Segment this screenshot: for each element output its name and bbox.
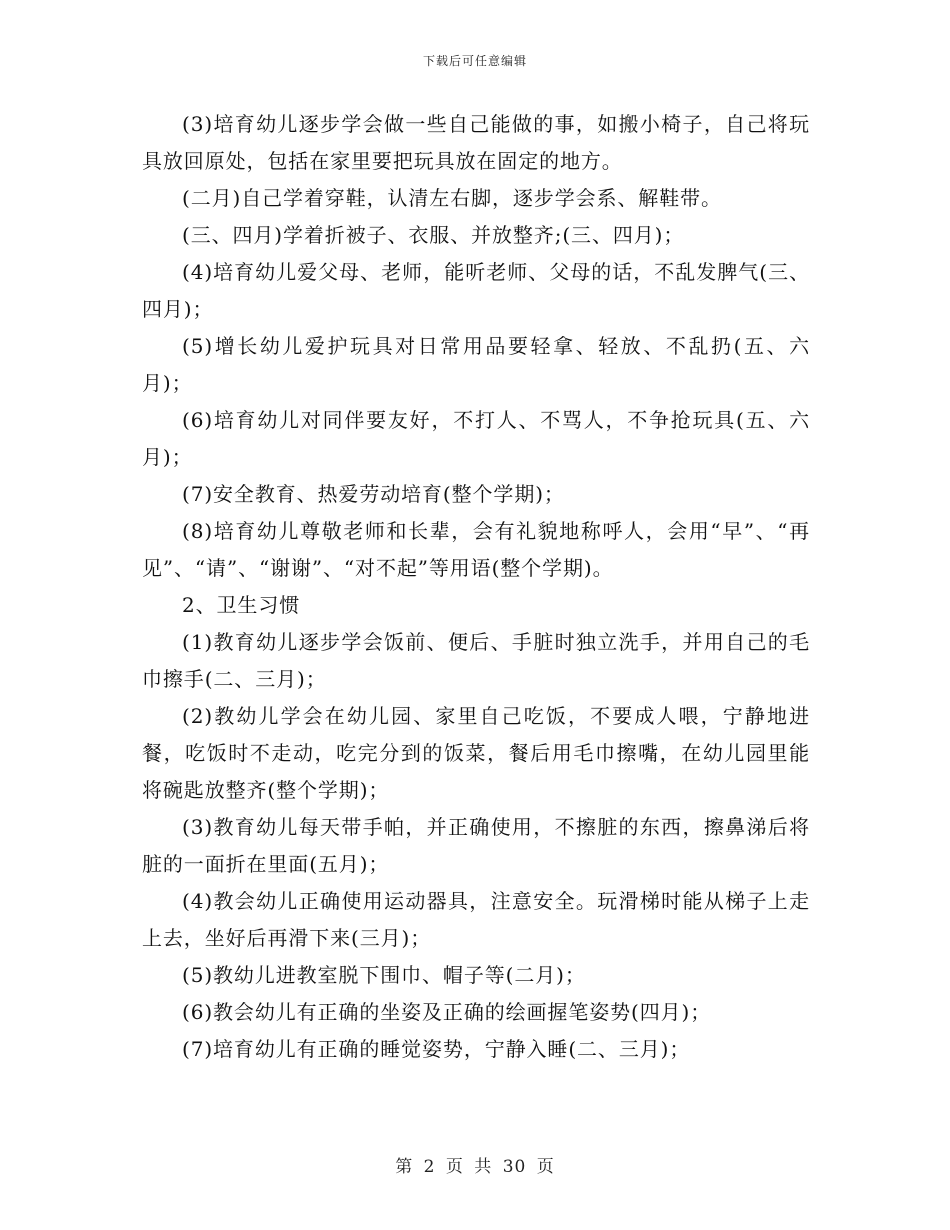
paragraph: (8)培育幼儿尊敬老师和长辈，会有礼貌地称呼人，会用“早”、“再见”、“请”、“谢谢”、“对不起”等用语(整个学期)。 (142, 519, 810, 580)
paragraph: (4)培育幼儿爱父母、老师，能听老师、父母的话，不乱发脾气(三、四月)； (142, 260, 810, 321)
paragraph: (6)培育幼儿对同伴要友好，不打人、不骂人，不争抢玩具(五、六月)； (142, 408, 810, 469)
paragraph: (7)培育幼儿有正确的睡觉姿势，宁静入睡(二、三月)； (182, 1037, 691, 1061)
page-header: 下载后可任意编辑 (422, 54, 527, 68)
section-heading: 2、卫生习惯 (182, 593, 301, 617)
paragraph: (5)教幼儿进教室脱下围巾、帽子等(二月)； (182, 963, 586, 987)
paragraph: (3)培育幼儿逐步学会做一些自己能做的事，如搬小椅子，自己将玩具放回原处，包括在家里要把玩具放在固定的地方。 (142, 112, 810, 173)
paragraph: (5)增长幼儿爱护玩具对日常用品要轻拿、轻放、不乱扔(五、六月)； (142, 334, 810, 395)
paragraph: (二月)自己学着穿鞋，认清左右脚，逐步学会系、解鞋带。 (182, 186, 722, 210)
page-number: 第 2 页 共 30 页 (395, 1157, 555, 1177)
paragraph: (7)安全教育、热爱劳动培育(整个学期)； (182, 482, 565, 506)
paragraph: (4)教会幼儿正确使用运动器具，注意安全。玩滑梯时能从梯子上走上去，坐好后再滑下来(三月)； (142, 889, 810, 950)
paragraph: (三、四月)学着折被子、衣服、并放整齐;(三、四月)； (182, 223, 685, 247)
paragraph: (3)教育幼儿每天带手帕，并正确使用，不擦脏的东西，擦鼻涕后将脏的一面折在里面(五月)； (142, 815, 810, 876)
paragraph: (2)教幼儿学会在幼儿园、家里自己吃饭，不要成人喂，宁静地进餐，吃饭时不走动，吃完分到的饭菜，餐后用毛巾擦嘴，在幼儿园里能将碗匙放整齐(整个学期)； (142, 704, 810, 802)
paragraph: (6)教会幼儿有正确的坐姿及正确的绘画握笔姿势(四月)； (182, 1000, 712, 1024)
paragraph: (1)教育幼儿逐步学会饭前、便后、手脏时独立洗手，并用自己的毛巾擦手(二、三月)； (142, 630, 810, 691)
document-body (142, 106, 810, 1068)
